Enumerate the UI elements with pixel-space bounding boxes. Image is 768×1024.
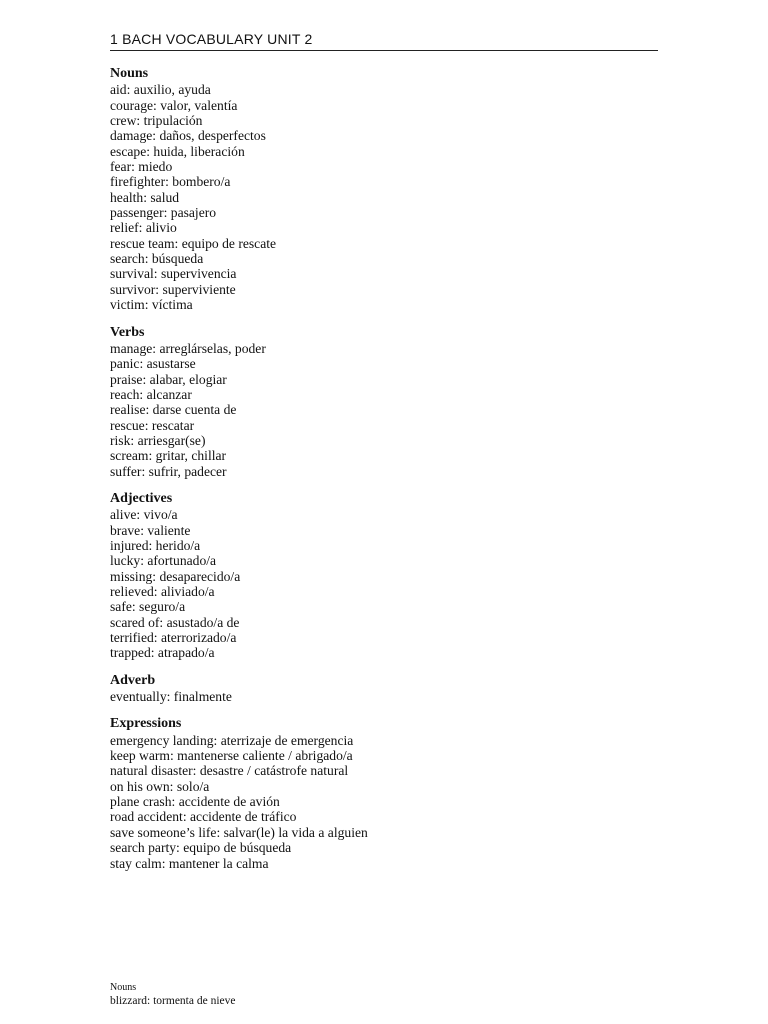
- page-header: [110, 28, 658, 51]
- vocab-entry: scream: gritar, chillar: [110, 448, 227, 464]
- vocab-entry: reach: alcanzar: [110, 386, 192, 402]
- section-adverb: [110, 673, 670, 705]
- page-footer: [110, 982, 235, 1007]
- vocab-entry: missing: desaparecido/a: [110, 568, 241, 584]
- section-heading: Adverb: [110, 672, 156, 688]
- vocab-entry: scared of: asustado/a de: [110, 614, 240, 630]
- vocab-entry: realise: darse cuenta de: [110, 402, 237, 418]
- vocab-entry: manage: arreglárselas, poder: [110, 340, 266, 356]
- vocab-entry: eventually: finalmente: [110, 689, 232, 705]
- section-expressions: [110, 716, 670, 870]
- vocab-entry: aid: auxilio, ayuda: [110, 82, 211, 98]
- vocab-entry: survivor: superviviente: [110, 281, 236, 297]
- section-adjectives: [110, 491, 670, 661]
- vocab-entry: panic: asustarse: [110, 356, 196, 372]
- section-heading: Adjectives: [110, 490, 173, 506]
- section-heading: Verbs: [110, 324, 145, 340]
- vocab-entry: fear: miedo: [110, 159, 173, 175]
- vocab-entry: rescue: rescatar: [110, 417, 195, 433]
- vocab-entry: injured: herido/a: [110, 537, 201, 553]
- vocab-entry: road accident: accidente de tráfico: [110, 809, 297, 825]
- vocab-entry: search: búsqueda: [110, 251, 204, 267]
- vocab-entry: survival: supervivencia: [110, 266, 237, 282]
- vocab-entry: brave: valiente: [110, 522, 191, 538]
- section-heading: Nouns: [110, 66, 149, 81]
- vocab-entry: plane crash: accidente de avión: [110, 794, 280, 810]
- vocab-entry: on his own: solo/a: [110, 778, 210, 794]
- vocab-entry: crew: tripulación: [110, 113, 203, 129]
- vocab-entry: natural disaster: desastre / catástrofe natural: [110, 763, 349, 779]
- vocabulary-list: [110, 66, 670, 883]
- document-title: 1 BACH VOCABULARY UNIT 2: [110, 31, 313, 47]
- vocab-entry: passenger: pasajero: [110, 205, 217, 221]
- vocab-entry: terrified: aterrorizado/a: [110, 630, 237, 646]
- vocab-entry: stay calm: mantener la calma: [110, 855, 269, 871]
- vocab-entry: trapped: atrapado/a: [110, 645, 215, 661]
- footer-heading: Nouns: [110, 982, 137, 993]
- vocab-entry: search party: equipo de búsqueda: [110, 840, 292, 856]
- vocab-entry: relieved: aliviado/a: [110, 584, 215, 599]
- section-nouns: [110, 66, 670, 313]
- vocab-entry: emergency landing: aterrizaje de emergencia: [110, 732, 354, 748]
- section-verbs: [110, 325, 670, 479]
- vocab-entry: alive: vivo/a: [110, 507, 178, 523]
- vocab-entry: lucky: afortunado/a: [110, 553, 217, 569]
- vocab-entry: firefighter: bombero/a: [110, 174, 231, 190]
- vocab-entry: suffer: sufrir, padecer: [110, 463, 227, 479]
- vocab-entry: rescue team: equipo de rescate: [110, 235, 277, 251]
- vocab-entry: courage: valor, valentía: [110, 97, 238, 113]
- vocab-entry: victim: víctima: [110, 297, 193, 313]
- vocab-entry: keep warm: mantenerse caliente / abrigado/a: [110, 748, 353, 764]
- footer-entry: blizzard: tormenta de nieve: [110, 994, 236, 1007]
- section-heading: Expressions: [110, 716, 182, 732]
- vocab-entry: praise: alabar, elogiar: [110, 371, 227, 387]
- vocab-entry: relief: alivio: [110, 220, 177, 236]
- vocab-entry: risk: arriesgar(se): [110, 432, 206, 448]
- vocab-entry: save someone’s life: salvar(le) la vida a alguien: [110, 824, 368, 840]
- vocab-entry: safe: seguro/a: [110, 599, 186, 615]
- vocab-entry: escape: huida, liberación: [110, 143, 245, 159]
- vocab-entry: damage: daños, desperfectos: [110, 128, 266, 144]
- vocab-entry: health: salud: [110, 189, 180, 205]
